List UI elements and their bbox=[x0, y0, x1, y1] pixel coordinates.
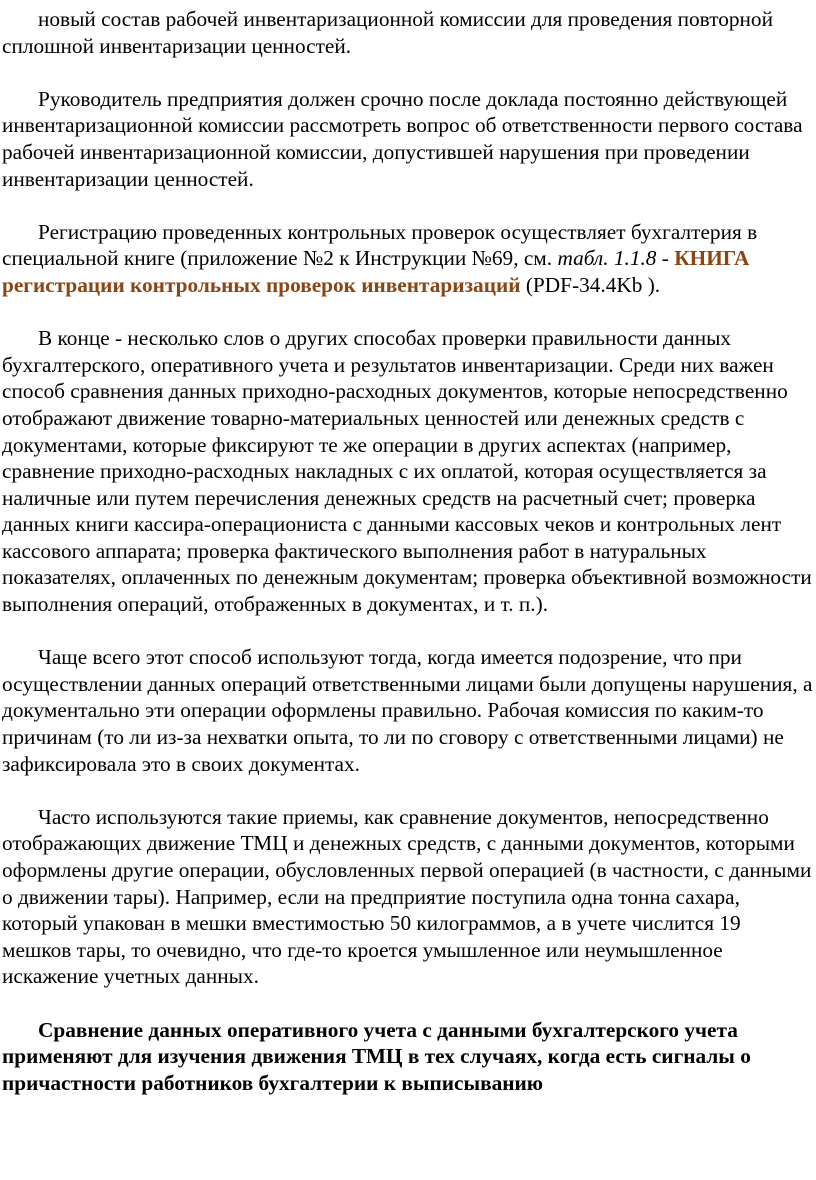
dash-separator: - bbox=[656, 246, 675, 271]
paragraph-registration bbox=[2, 219, 814, 299]
registration-lead-text: Регистрацию проведенных контрольных проверок осуществляет бухгалтерия в специальной книге (приложение №2 к Инструкции №69, см. bbox=[2, 219, 758, 271]
paragraph-suspicion-use: Чаще всего этот способ используют тогда, когда имеется подозрение, что при осуществлении данных операций ответственными лицами были допущены нарушения, а документально эти операции оформлены правильно. Рабочая комиссия по каким-то причинам (то ли из-за нехватки опыта, то ли по сговору с ответственными лицами) не зафиксировала это в своих документах. bbox=[2, 645, 813, 776]
paragraph-other-methods: В конце - несколько слов о других способах проверки правильности данных бухгалтерского, оперативного учета и результатов инвентаризации. Среди них важен способ сравнения данных приходно-расходных документов, которые непосредственно отображают движение товарно-материальных ценностей или денежных средств с документами, которые фиксируют те же операции в других аспектах (например, сравнение приходно-расходных накладных с их оплатой, которая осуществляется за наличные или путем перечисления денежных средств на расчетный счет; проверка данных книги кассира-операциониста с данными кассовых чеков и контрольных лент кассового аппарата; проверка фактического выполнения работ в натуральных показателях, оплаченных по денежным документам; проверка объективной возможности выполнения операций, отображенных в документах, и т. п.). bbox=[2, 326, 812, 617]
table-reference: табл. 1.1.8 bbox=[557, 246, 657, 271]
file-info: (PDF-34.4Kb ). bbox=[520, 272, 661, 297]
paragraph-manager-responsibility: Руководитель предприятия должен срочно после доклада постоянно действующей инвентаризационной комиссии рассмотреть вопрос об ответственности первого состава рабочей инвентаризационной комиссии, допустившей нарушения при проведении инвентаризации ценностей. bbox=[2, 86, 803, 191]
book-registration-link[interactable]: КНИГА регистрации контрольных проверок инвентаризаций bbox=[2, 246, 750, 297]
paragraph-commission-composition: новый состав рабочей инвентаризационной комиссии для проведения повторной сплошной инвентаризации ценностей. bbox=[2, 7, 773, 58]
paragraph-operational-vs-accounting: Сравнение данных оперативного учета с данными бухгалтерского учета применяют для изучения движения ТМЦ в тех случаях, когда есть сигналы о причастности работников бухгалтерии к выписыванию bbox=[2, 1017, 751, 1095]
paragraph-comparison-techniques: Часто используются такие приемы, как сравнение документов, непосредственно отображающих движение ТМЦ и денежных средств, с данными документов, которыми оформлены другие операции, обусловленных первой операцией (в частности, с данными о движении тары). Например, если на предприятие поступила одна тонна сахара, который упакован в мешки вместимостью 50 килограммов, а в учете числится 19 мешков тары, то очевидно, что где-то кроется умышленное или неумышленное искажение учетных данных. bbox=[2, 804, 812, 989]
